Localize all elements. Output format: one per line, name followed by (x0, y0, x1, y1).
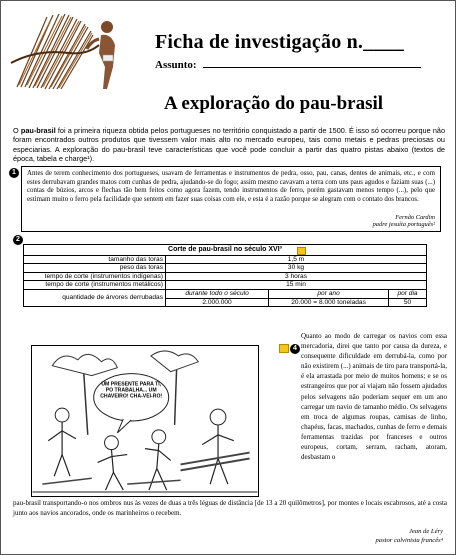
note-icon[interactable] (297, 247, 306, 255)
clue-4-bullet: 4 (290, 344, 300, 354)
clue-4-quote-column: Quanto ao modo de carregar os navios com essa mercadoria, direi que tanto por causa da dureza, e consequente dificuldade em derrubá-la, como por não existirem (...) animais de tiro para transportá-la, é ela arrastada por meio de muitos homens; e se os estrangeiros que por aí viajam não fossem ajudados pelos selvagens não poderiam sequer em um ano carregar um navio de tamanho médio. Os selvagens em troca de algumas roupas, camisas de linho, chapéus, facas, machados, cunhas de ferro e demais ferramentas trazidas por franceses e outros europeus, cortam, serram, racham, atoram, desbastam o (301, 332, 447, 462)
table-row: tamanho das toras 1,5 m (24, 255, 427, 264)
table-caption: Corte de pau-brasil no século XVI³ (24, 245, 427, 256)
logs-illustration (7, 5, 129, 93)
table-row: peso das toras 30 kg (24, 264, 427, 273)
table-row: 2.000.000 20.000 = 8.000 toneladas 50 (24, 298, 427, 307)
logging-table (23, 244, 427, 307)
intro-text: foi a primeira riqueza obtida pelos portugueses no território conquistado a partir de 1500. É isso só ocorreu porque não foram encontrados outros produtos que tivessem valor mais alto no mercado europeu, tais como metais e pedras preciosas ou especiarias. A exploração do pau-brasil teve características que você pode concluir a partir das quatro pistas abaixo (textos de época, tabela e charge¹). (13, 126, 446, 164)
clue-1-source: Fernão Cardim padre jesuíta português² (372, 213, 435, 229)
intro-paragraph: O pau-brasil foi a primeira riqueza obtida pelos portugueses no território conquistado a partir de 1500. É isso só ocorreu porque não foram encontrados outros produtos que tivessem valor mais alto no mercado europeu, tais como metais e pedras preciosas ou especiarias. A exploração do pau-brasil teve características que você pode concluir a partir das quatro pistas abaixo (textos de época, tabela e charge¹). (13, 126, 446, 164)
table-row: tempo de corte (instrumentos indígenas) 3 horas (24, 272, 427, 281)
cartoon-illustration (31, 345, 259, 497)
subject-field[interactable] (155, 59, 421, 71)
clue-1-quote-text: Antes de terem conhecimento dos portugueses, usavam de ferramentas e instrumentos de pedra, osso, pau, canas, dentes de animais, etc., e com estes derrubavam grandes matos com cunhas de pedra, ajudando-se do fogo; assim mesmo cavavam a terra com uns paus agudos e faziam suas (...) contas de búzios, arcos e flechas tão bem feitos como agora fazem, tendo instrumentos de ferro, porém gastavam menos tempo (...), pelo que estimam muito o ferro pela facilidade que sentem em fazer suas coisas com ele, e esta é a razão porque se alegram com o contato dos brancos. (27, 170, 435, 203)
clue-4-source: Jean de Léry pastor calvinista francês⁴ (375, 528, 443, 544)
subject-label: Assunto: (155, 59, 197, 71)
intro-bold-word: pau-brasil (20, 126, 56, 135)
main-title: A exploração do pau-brasil (164, 93, 384, 114)
table-row: tempo de corte (instrumentos metálicos) 15 min (24, 281, 427, 290)
clue-1-bullet: 1 (9, 168, 19, 178)
worksheet-title: Ficha de investigação n.____ (155, 31, 404, 53)
clue-4-quote-continued: pau-brasil transportando-o nos ombros nus às vezes de duas a três léguas de distância [de 13 a 20 quilômetros], por montes e locais escabrosos, até a costa junto aos navios ancorados, onde os marinheiros o recebem. (13, 499, 447, 518)
table-row: quantidade de árvores derrubadas durante todo o século por ano por dia (24, 289, 427, 298)
clue-1-quote-box (21, 166, 441, 232)
subject-line[interactable] (203, 59, 421, 68)
quantity-label: quantidade de árvores derrubadas (24, 289, 166, 306)
cartoon-speech-text: UM PRESENTE PARA TI, PO TRABALHA... UM CHAVEIRO! CHA-VEI-RO! (100, 381, 163, 400)
note-icon[interactable] (279, 344, 289, 353)
clue-2-bullet: 2 (13, 235, 23, 245)
